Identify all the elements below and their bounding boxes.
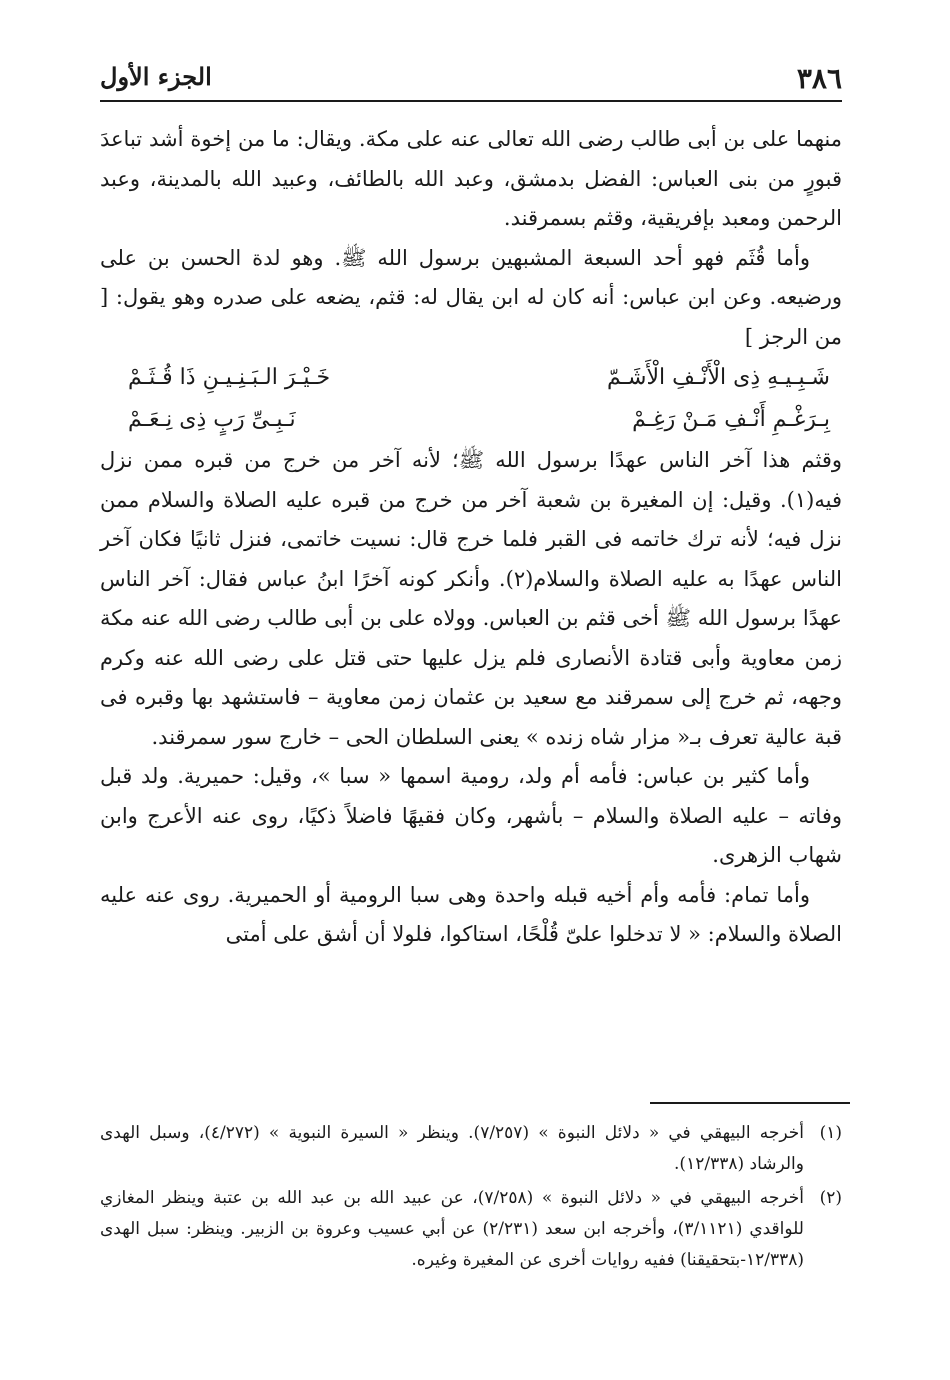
footnote-divider bbox=[650, 1102, 850, 1104]
verse-hemistich: خَـيْـرَ الـبَـنِـيـنِ ذَا قُـثَـمْ bbox=[128, 365, 331, 390]
verse-hemistich: شَـبِـيـهِ ذِى الْأَنْـفِ الْأَشَـمّ bbox=[606, 365, 830, 390]
paragraph: وقثم هذا آخر الناس عهدًا برسول الله ﷺ؛ لأنه آخر من خرج من قبره ممن نزل فيه(١). وقيل: إن المغيرة بن شعبة آخر من خرج من قبره عليه الصلاة والسلام ممن نزل فيه؛ لأنه ترك خاتمه فى القبر فلما خرج قال: نسيت خاتمى، فنزل ثانيًا فكان آخر الناس عهدًا به عليه الصلاة والسلام(٢). وأنكر كونه آخرًا ابنُ عباس فقال: آخر الناس عهدًا برسول الله ﷺ أخى قثم بن العباس. وولاه على بن أبى طالب رضى الله عنه مكة زمن معاوية وأبى قتادة الأنصارى فلم يزل عليها حتى قتل على رضى الله عنه وكرم وجهه، ثم خرج إلى سمرقند مع سعيد بن عثمان زمن معاوية – فاستشهد بها وقبره فى قبة عالية تعرف بـ« مزار شاه زنده » يعنى السلطان الحى – خارج سور سمرقند. bbox=[100, 448, 842, 749]
verse-line bbox=[100, 399, 842, 441]
page-number: ٣٨٦ bbox=[796, 62, 842, 95]
footnote bbox=[100, 1183, 842, 1276]
footnote bbox=[100, 1118, 842, 1180]
paragraph: وأما قُثَم فهو أحد السبعة المشبهين برسول الله ﷺ. وهو لدة الحسن بن على ورضيعه. وعن ابن عباس: أنه كان له ابن يقال له: قثم، يضعه على صدره وهو يقول: [ من الرجز ] bbox=[100, 245, 842, 349]
footnote-text: أخرجه البيهقي في « دلائل النبوة » (٧/٢٥٨)، عن عبيد الله بن عبد الله بن عتبة وينظر المغازي للواقدي (٣/١١٢١)، وأخرجه ابن سعد (٢/٢٣١) عن أبي عسيب وعروة بن الزبير. وينظر: سبل الهدى (١٢/٣٣٨-بتحقيقنا) ففيه روايات أخرى عن المغيرة وغيره. bbox=[100, 1188, 804, 1270]
verse-hemistich: بِـرَغْـمِ أَنْـفِ مَـنْ رَغِـمْ bbox=[632, 407, 830, 432]
paragraph: وأما كثير بن عباس: فأمه أم ولد، رومية اسمها « سبا »، وقيل: حميرية. ولد قبل وفاته – عليه الصلاة والسلام – بأشهر، وكان فقيهًا فاضلاً ذكيًا، روى عنه الأعرج وابن شهاب الزهرى. bbox=[100, 764, 842, 867]
verse-hemistich: نَـبِـىِّ رَبٍ ذِى نِـعَـمْ bbox=[128, 407, 296, 432]
main-text bbox=[100, 120, 842, 955]
running-title: الجزء الأول bbox=[100, 62, 212, 91]
footnote-number: (١) bbox=[819, 1123, 842, 1143]
footnote-number: (٢) bbox=[819, 1188, 842, 1208]
page-header bbox=[100, 60, 842, 102]
verse-line bbox=[100, 357, 842, 399]
paragraph: وأما تمام: فأمه وأم أخيه قبله واحدة وهى سبا الرومية أو الحميرية. روى عنه عليه الصلاة والسلام: « لا تدخلوا علىّ قُلْحًا، استاكوا، فلولا أن أشق على أمتى bbox=[100, 882, 842, 946]
paragraph: منهما على بن أبى طالب رضى الله تعالى عنه على مكة. ويقال: ما من إخوة أشد تباعدَ قبورٍ من بنى العباس: الفضل بدمشق، وعبد الله بالطائف، وعبيد الله بالمدينة، وعبد الرحمن ومعبد بإفريقية، وقثم بسمرقند. bbox=[100, 127, 842, 230]
footnote-text: أخرجه البيهقي في « دلائل النبوة » (٧/٢٥٧). وينظر « السيرة النبوية » (٤/٢٧٢)، وسبل الهدى والرشاد (١٢/٣٣٨). bbox=[100, 1123, 804, 1174]
footnotes bbox=[100, 1118, 842, 1279]
